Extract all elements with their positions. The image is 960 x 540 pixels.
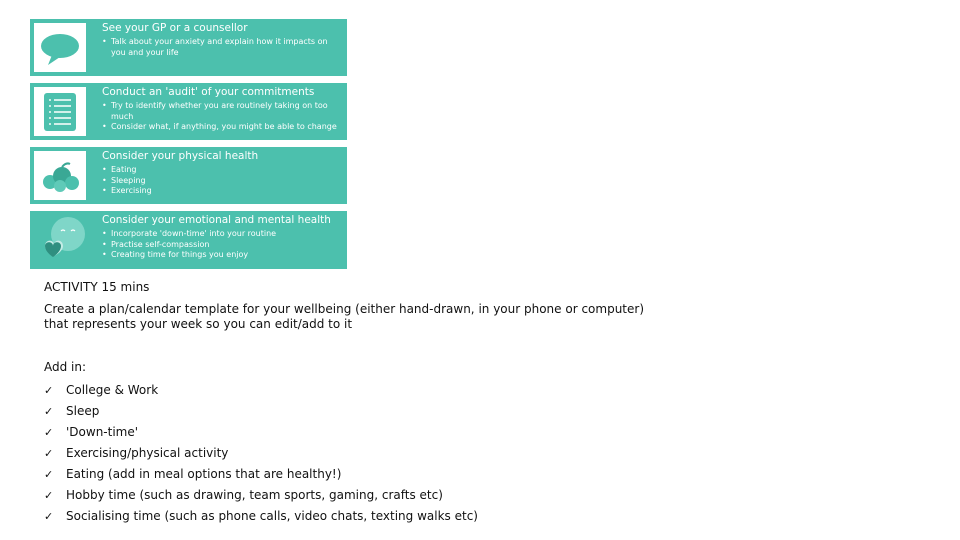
list-item: [44, 506, 478, 527]
check-icon: ✓: [44, 489, 54, 502]
activity-description: Create a plan/calendar template for your wellbeing (either hand-drawn, in your phone or computer) that represents your week so you can edit/add to it: [44, 302, 644, 331]
list-item: [44, 380, 478, 401]
card-emotional-health: [30, 211, 347, 269]
card-bullet: • Try to identify whether you are routinely taking on too much: [102, 101, 341, 122]
checklist-icon: [34, 87, 86, 136]
check-icon: ✓: [44, 510, 54, 523]
check-icon: ✓: [44, 426, 54, 439]
activity-checklist: [44, 380, 478, 527]
card-bullet: • Exercising: [102, 186, 341, 197]
advice-cards: [30, 19, 347, 276]
list-item-label: Eating (add in meal options that are healthy!): [66, 467, 342, 481]
list-item: [44, 464, 478, 485]
list-item-label: Sleep: [66, 404, 100, 418]
fruit-icon: [34, 151, 86, 200]
card-physical-health: [30, 147, 347, 204]
list-item-label: Exercising/physical activity: [66, 446, 229, 460]
card-bullet: • Sleeping: [102, 176, 341, 187]
card-title: Consider your emotional and mental health: [102, 214, 331, 226]
card-bullet: • Practise self-compassion: [102, 240, 341, 251]
add-in-label: Add in:: [44, 360, 87, 374]
card-bullet: • Creating time for things you enjoy: [102, 250, 341, 261]
card-title: Conduct an 'audit' of your commitments: [102, 86, 315, 98]
check-icon: ✓: [44, 405, 54, 418]
list-item: [44, 485, 478, 506]
card-bullet: • Talk about your anxiety and explain how it impacts on you and your life: [102, 37, 341, 58]
check-icon: ✓: [44, 468, 54, 481]
card-bullet: • Consider what, if anything, you might be able to change: [102, 122, 341, 133]
list-item: [44, 443, 478, 464]
check-icon: ✓: [44, 447, 54, 460]
activity-heading: [44, 280, 149, 295]
card-bullet: • Incorporate 'down-time' into your routine: [102, 229, 341, 240]
card-bullet: • Eating: [102, 165, 341, 176]
list-item-label: Hobby time (such as drawing, team sports, gaming, crafts etc): [66, 488, 443, 502]
list-item: [44, 401, 478, 422]
list-item-label: Socialising time (such as phone calls, video chats, texting walks etc): [66, 509, 478, 523]
check-icon: ✓: [44, 384, 54, 397]
list-item-label: 'Down-time': [66, 425, 139, 439]
card-audit: [30, 83, 347, 140]
heart-smile-icon: [34, 215, 86, 264]
list-item-label: College & Work: [66, 383, 159, 397]
card-title: Consider your physical health: [102, 150, 259, 162]
card-title: See your GP or a counsellor: [102, 22, 248, 34]
card-see-gp: [30, 19, 347, 76]
list-item: [44, 422, 478, 443]
speech-bubble-icon: [34, 23, 86, 72]
activity-title: ACTIVITY 15 mins: [44, 280, 150, 294]
